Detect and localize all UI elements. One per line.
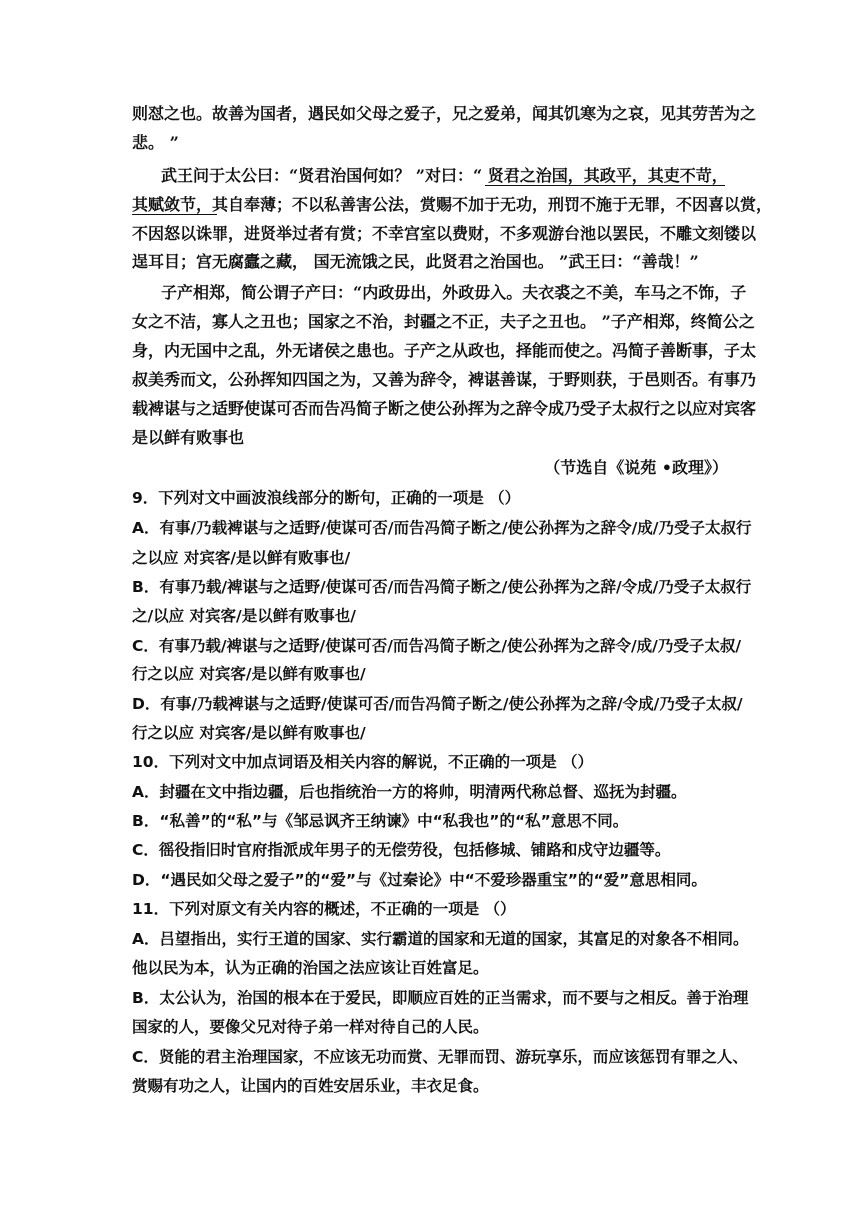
question-line: A．有事/乃载裨谌与之适野/使谋可否/而告冯简子断之/使公孙挥为之辞令/成/乃受子太叔行 bbox=[132, 519, 752, 537]
question-line: 国家的人，要像父兄对待子弟一样对待自己的人民。 bbox=[132, 1018, 489, 1036]
passage-line: 子产相郑，简公谓子产曰：“内政毋出，外政毋入。夫衣裘之不美，车马之不饰，子 bbox=[161, 283, 747, 302]
question-line: 行之以应 对宾客/是以鲜有败事也/ bbox=[132, 724, 366, 742]
question-line: A．封疆在文中指边疆，后也指统治一方的将帅，明清两代称总督、巡抚为封疆。 bbox=[132, 783, 687, 801]
question-line: 10．下列对文中加点词语及相关内容的解说，不正确的一项是 （） bbox=[132, 753, 593, 771]
question-line: D．“遇民如父母之爱子”的“爱”与《过秦论》中“不爱珍器重宝”的“爱”意思相同。 bbox=[132, 871, 707, 889]
underline-mark bbox=[485, 185, 725, 186]
underline-mark bbox=[132, 214, 217, 215]
question-line: A．吕望指出，实行王道的国家、实行霸道的国家和无道的国家，其富足的对象各不相同。 bbox=[132, 930, 749, 948]
passage-line: 悲。 ” bbox=[132, 133, 179, 152]
question-line: 之/以应 对宾客/是以鲜有败事也/ bbox=[132, 607, 356, 625]
question-line: D．有事/乃载裨谌与之适野/使谋可否/而告冯简子断之/使公孙挥为之辞/令成/乃受子太叔/ bbox=[132, 695, 743, 713]
question-line: 之以应 对宾客/是以鲜有败事也/ bbox=[132, 549, 351, 567]
passage-line: 其赋敛节，其自奉薄；不以私善害公法，赏赐不加于无功，刑罚不施于无罪，不因喜以赏， bbox=[132, 195, 773, 214]
passage-line: 女之不洁，寡人之丑也；国家之不治，封疆之不正，夫子之丑也。 ”子产相郑，终简公之 bbox=[132, 312, 755, 331]
passage-line: 武王问于太公曰：“贤君治国何如？ ”对曰：“ 贤君之治国，其政平，其吏不苛， bbox=[161, 166, 728, 185]
question-line: C．贤能的君主治理国家，不应该无功而赏、无罪而罚、游玩享乐，而应该惩罚有罪之人、 bbox=[132, 1048, 748, 1066]
passage-line: 载裨谌与之适野使谋可否而告冯简子断之使公孙挥为之辞令成乃受子太叔行之以应对宾客 bbox=[132, 399, 757, 418]
passage-line: 则怼之也。故善为国者，遇民如父母之爱子，兄之爱弟，闻其饥寒为之哀，见其劳苦为之 bbox=[132, 104, 757, 123]
question-line: B．太公认为，治国的根本在于爱民，即顺应百姓的正当需求，而不要与之相反。善于治理 bbox=[132, 989, 749, 1007]
question-line: 行之以应 对宾客/是以鲜有败事也/ bbox=[132, 665, 366, 683]
question-line: 11．下列对原文有关内容的概述，不正确的一项是 （） bbox=[132, 900, 516, 918]
question-line: B．“私善”的“私”与《邹忌讽齐王纳谏》中“私我也”的“私”意思不同。 bbox=[132, 812, 629, 830]
question-line: 他以民为本，认为正确的治国之法应该让百姓富足。 bbox=[132, 959, 489, 977]
question-line: B．有事乃载/裨谌与之适野/使谋可否/而告冯简子断之/使公孙挥为之辞/令成/乃受子太叔行 bbox=[132, 578, 752, 596]
passage-line: 不因怒以诛罪，进贤举过者有赏；不幸宫室以费财，不多观游台池以罢民，不雕文刻镂以 bbox=[132, 224, 757, 243]
passage-line: 叔美秀而文，公孙挥知四国之为，又善为辞令，裨谌善谋，于野则获，于邑则否。有事乃 bbox=[132, 370, 757, 389]
passage-line: 身，内无国中之乱，外无诸侯之患也。子产之从政也，择能而使之。冯简子善断事，子太 bbox=[132, 341, 757, 360]
question-line: C．有事乃载/裨谌与之适野/使谋可否/而告冯简子断之/使公孙挥为之辞令/成/乃受子太叔/ bbox=[132, 637, 742, 655]
question-line: 赏赐有功之人，让国内的百姓安居乐业，丰衣足食。 bbox=[132, 1077, 489, 1095]
passage-line: 逞耳目；宫无腐蠹之藏， 国无流饿之民，此贤君之治国也。 ”武王曰：“善哉！” bbox=[132, 252, 699, 271]
question-line: C．徭役指旧时官府指派成年男子的无偿劳役，包括修城、铺路和戍守边疆等。 bbox=[132, 841, 671, 859]
question-line: 9．下列对文中画波浪线部分的断句，正确的一项是 （） bbox=[132, 489, 521, 507]
source-citation: （节选自《说苑 •政理》） bbox=[544, 458, 728, 477]
passage-line: 是以鲜有败事也 bbox=[132, 428, 245, 447]
